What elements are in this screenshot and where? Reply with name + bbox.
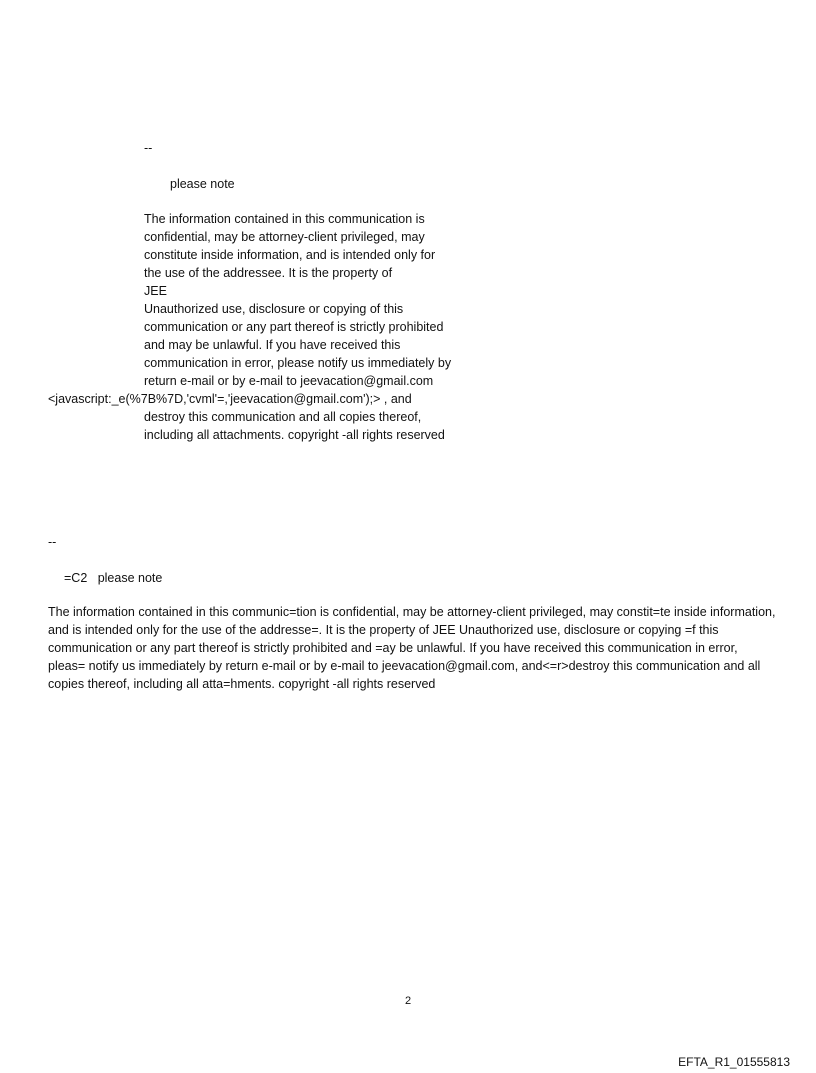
notice-line: communication in error, please notify us immediately by [144, 356, 452, 370]
separator-1: -- [144, 141, 153, 155]
notice-line: Unauthorized use, disclosure or copying of this [144, 302, 404, 316]
page-number: 2 [404, 995, 412, 1007]
bates-number: EFTA_R1_01555813 [678, 1055, 790, 1069]
notice-line: communication or any part thereof is strictly prohibited [144, 320, 444, 334]
notice-line: JEE [144, 284, 167, 298]
notice-paragraph: The information contained in this communic=tion is confidential, may be attorney-client privileged, may constit=te inside information, and is intended only for the use of the addresse=. It is the property of JEE Unauthorized use, disclosure or copying =f this communication or any part thereof is strictly prohibited and =ay be unlawful. If you have received this communication in error, pleas= notify us immediately by return e-mail or by e-mail to jeevacation@gmail.com, and<=r>destroy this communication and all copies thereof, including all atta=hments. copyright -all rights reserved [48, 605, 776, 691]
notice-line: including all attachments. copyright -all rights reserved [144, 428, 445, 442]
notice-line: The information contained in this communication is [144, 212, 425, 226]
notice-line: the use of the addressee. It is the property of [144, 266, 393, 280]
notice-line: and may be unlawful. If you have received this [144, 338, 401, 352]
notice-line: constitute inside information, and is intended only for [144, 248, 436, 262]
notice-line: confidential, may be attorney-client privileged, may [144, 230, 425, 244]
please-note-heading-2: =C2 please note [64, 571, 163, 585]
notice-line: destroy this communication and all copies thereof, [144, 410, 422, 424]
javascript-link-line: <javascript:_e(%7B%7D,'cvml'=,'jeevacation@gmail.com');> , and [48, 392, 412, 406]
please-note-heading-1: please note [170, 177, 235, 191]
notice-line: return e-mail or by e-mail to jeevacation@gmail.com [144, 374, 434, 388]
separator-2: -- [48, 535, 57, 549]
